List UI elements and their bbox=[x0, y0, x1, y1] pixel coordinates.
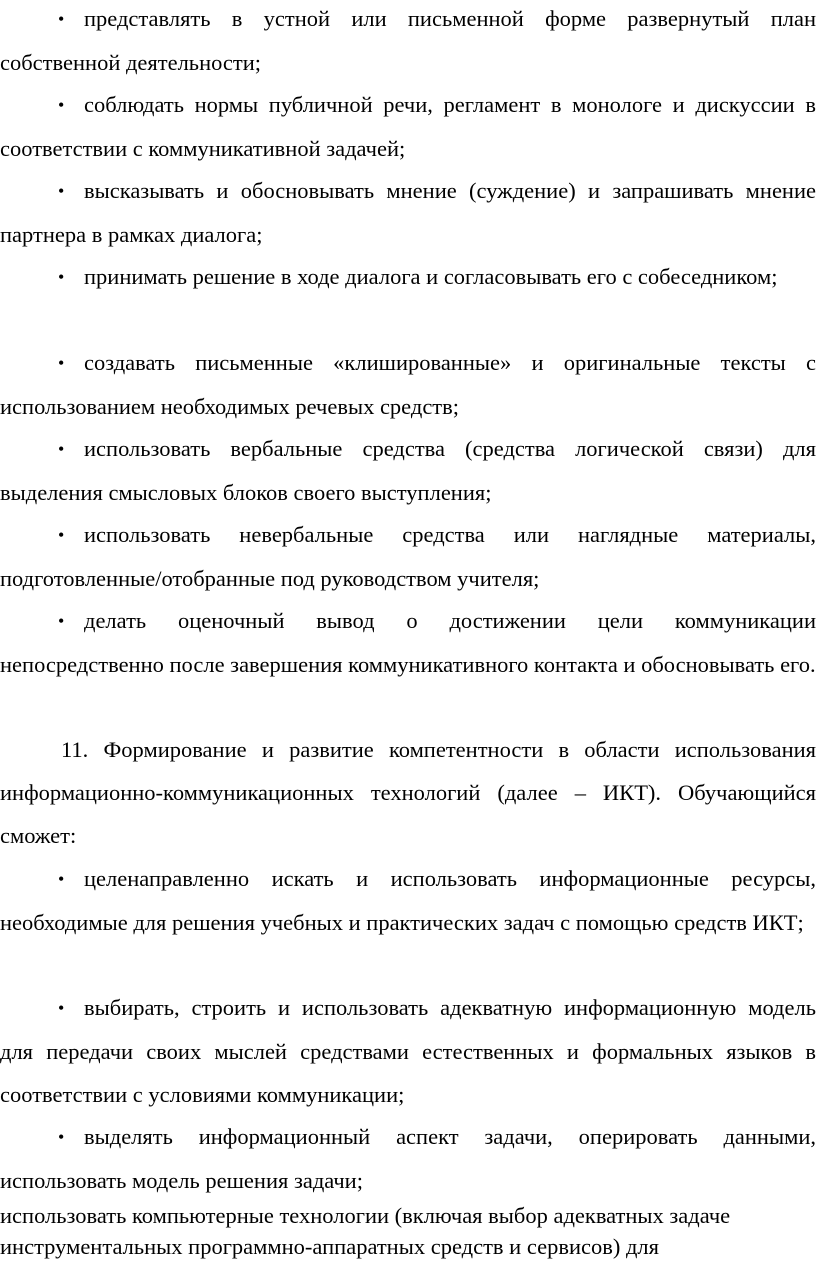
trailing-paragraph: использовать компьютерные технологии (включая выбор адекватных задаче инструментальных программно-аппаратных средств и сервисов) для bbox=[0, 1203, 731, 1259]
list-item-text: принимать решение в ходе диалога и согласовывать его с собеседником; bbox=[84, 264, 778, 289]
list-item-text: использовать невербальные средства или наглядные материалы, подготовленные/отобранные под руководством учителя; bbox=[0, 522, 816, 591]
bullet-marker: • bbox=[58, 869, 65, 889]
list-item bbox=[0, 513, 816, 600]
list-item bbox=[0, 986, 816, 1116]
bullet-marker: • bbox=[58, 353, 65, 373]
bullet-marker: • bbox=[58, 525, 65, 545]
list-item bbox=[0, 427, 816, 514]
list-item bbox=[0, 341, 816, 428]
paragraph-number: 11. bbox=[61, 737, 89, 762]
list-item-text: выбирать, строить и использовать адекватную информационную модель для передачи своих мыслей средствами естественных и формальных языков в соответствии с условиями коммуникации; bbox=[0, 995, 816, 1107]
list-item bbox=[0, 255, 816, 299]
bullet-marker: • bbox=[58, 267, 65, 287]
list-item-text: целенаправленно искать и использовать информационные ресурсы, необходимые для решения учебных и практических задач с помощью средств ИКТ; bbox=[0, 866, 816, 935]
list-item bbox=[0, 0, 816, 84]
bullet-marker: • bbox=[58, 181, 65, 201]
bullet-marker: • bbox=[58, 439, 65, 459]
list-item-text: выделять информационный аспект задачи, оперировать данными, использовать модель решения задачи; bbox=[0, 1124, 816, 1193]
list-item-text: создавать письменные «клишированные» и оригинальные тексты с использованием необходимых речевых средств; bbox=[0, 350, 816, 419]
list-item bbox=[0, 599, 816, 686]
list-item bbox=[0, 857, 816, 944]
list-item bbox=[0, 1115, 816, 1202]
list-item-text: высказывать и обосновывать мнение (суждение) и запрашивать мнение партнера в рамках диалога; bbox=[0, 178, 816, 247]
bullet-marker: • bbox=[58, 1127, 65, 1147]
bullet-marker: • bbox=[58, 9, 65, 29]
list-item-text: делать оценочный вывод о достижении цели коммуникации непосредственно после завершения коммуникативного контакта и обосновывать его. bbox=[0, 608, 816, 677]
paragraph-text: Формирование и развитие компетентности в области использования информационно-коммуникационных технологий (далее – ИКТ). Обучающийся сможет: bbox=[0, 737, 816, 848]
list-item bbox=[0, 169, 816, 256]
list-item-text: соблюдать нормы публичной речи, регламент в монологе и дискуссии в соответствии с коммуникативной задачей; bbox=[0, 92, 816, 161]
numbered-paragraph bbox=[0, 728, 816, 857]
bullet-marker: • bbox=[58, 998, 65, 1018]
list-item bbox=[0, 83, 816, 170]
bullet-marker: • bbox=[58, 95, 65, 115]
list-item-text: представлять в устной или письменной форме развернутый план собственной деятельности; bbox=[0, 6, 816, 75]
bullet-marker: • bbox=[58, 611, 65, 631]
list-item-text: использовать вербальные средства (средства логической связи) для выделения смысловых блоков своего выступления; bbox=[0, 436, 816, 505]
